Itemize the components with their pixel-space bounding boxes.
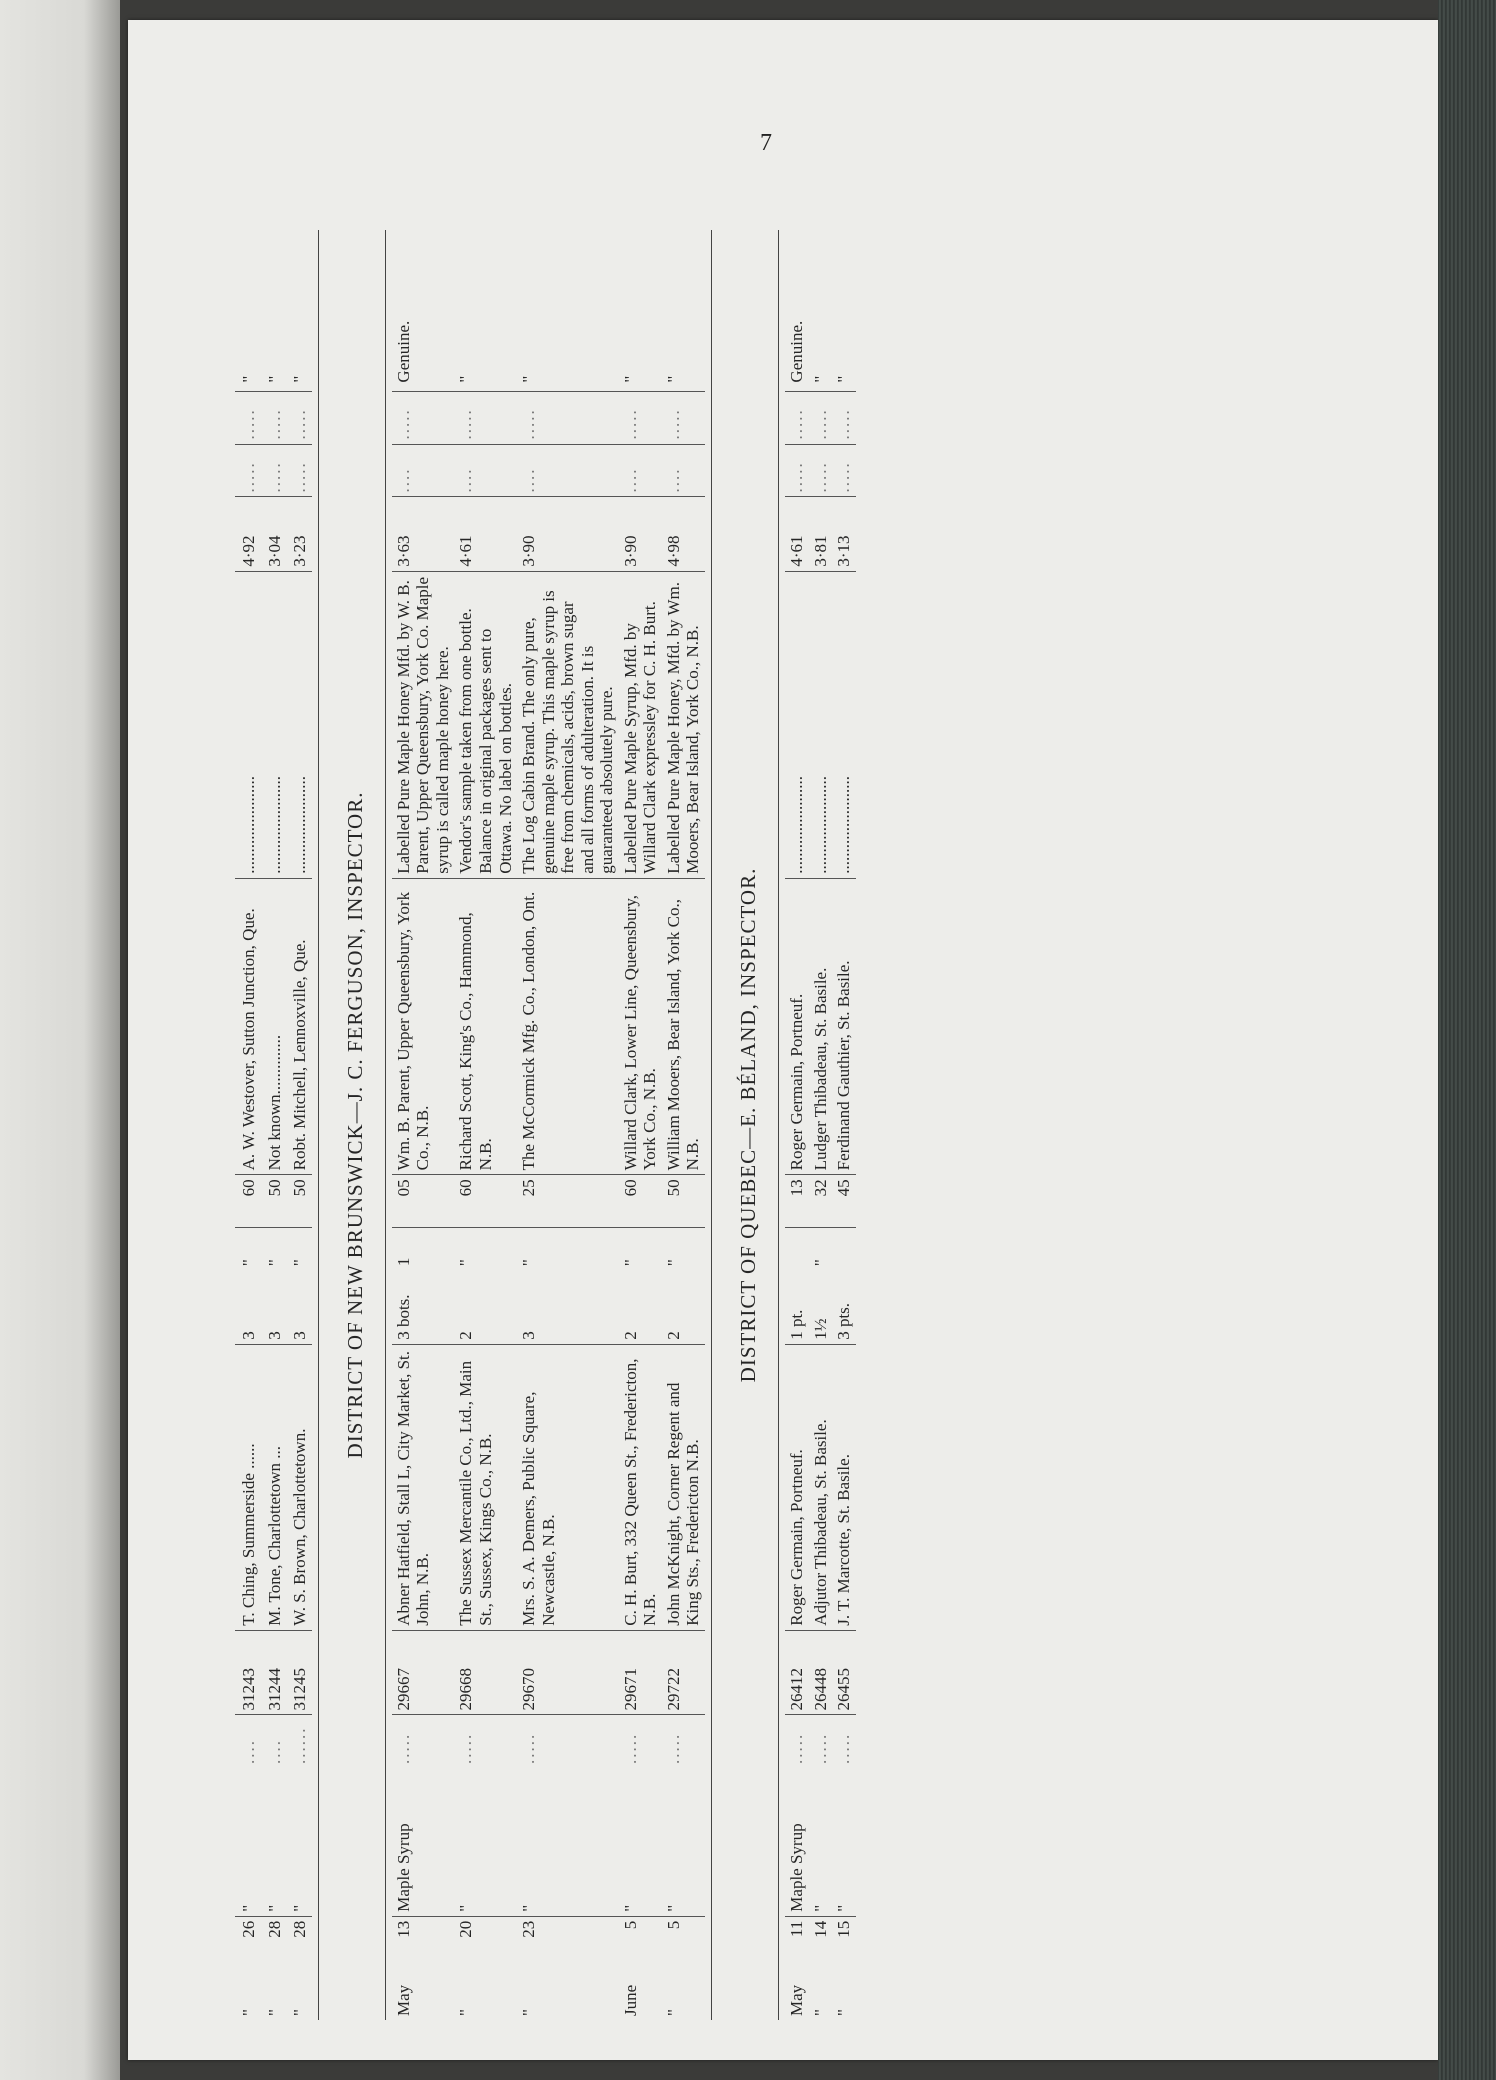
page-number: 7 bbox=[760, 130, 772, 156]
table-row bbox=[235, 230, 261, 2020]
cell-result: " bbox=[810, 375, 830, 383]
cell-vendor: T. Ching, Summerside ...... bbox=[235, 1344, 261, 1630]
cell-vendor: Mrs. S. A. Demers, Public Square, Newcastle, N.B. bbox=[517, 1344, 619, 1630]
cell-sample-number: 29722 bbox=[662, 1630, 705, 1715]
cell-solids: 4·61 bbox=[785, 497, 809, 571]
cell-vendor: John McKnight, Corner Regent and King Sts., Fredericton N.B. bbox=[662, 1344, 705, 1630]
cell-price: 32 bbox=[809, 1175, 833, 1228]
cell-solids: 3·04 bbox=[261, 497, 287, 571]
cell-manufacturer: Richard Scott, King's Co., Hammond, N.B. bbox=[454, 878, 517, 1175]
cell-col3: ..... bbox=[619, 391, 662, 444]
cell-month: " bbox=[810, 2009, 830, 2016]
cell-col2: ..... bbox=[809, 444, 833, 497]
top-table-body bbox=[235, 230, 312, 2020]
cell-day: 11 bbox=[785, 1916, 809, 1958]
cell-unit bbox=[832, 1228, 856, 1270]
cell-solids: 4·98 bbox=[662, 497, 705, 571]
cell-vendor: C. H. Burt, 332 Queen St., Fredericton, N.B. bbox=[619, 1344, 662, 1630]
cell-label-remarks: ....................... bbox=[832, 571, 856, 878]
cell-month: " bbox=[663, 2009, 683, 2016]
cell-article: " bbox=[620, 1904, 640, 1912]
cell-article: " bbox=[663, 1904, 683, 1912]
cell-quantity: 2 bbox=[663, 1331, 683, 1340]
book-page-edges bbox=[1438, 0, 1496, 2080]
cell-vendor: Adjutor Thibadeau, St. Basile. bbox=[809, 1344, 833, 1630]
cell-month: May bbox=[393, 1984, 413, 2016]
cell-day: 20 bbox=[454, 1916, 517, 1958]
cell-unit: " bbox=[286, 1228, 312, 1270]
cell-article: Maple Syrup bbox=[393, 1823, 413, 1912]
cell-unit: " bbox=[809, 1228, 833, 1270]
section-divider bbox=[318, 230, 319, 2020]
cell-article: " bbox=[264, 1904, 284, 1912]
cell-col3: ..... bbox=[261, 391, 287, 444]
cell-price: 05 bbox=[392, 1175, 455, 1228]
cell-label-remarks: ....................... bbox=[286, 571, 312, 878]
top-table bbox=[235, 230, 312, 2020]
cell-price: 50 bbox=[662, 1175, 705, 1228]
cell-manufacturer: A. W. Westover, Sutton Junction, Que. bbox=[235, 878, 261, 1175]
cell-leader-dots: ...... bbox=[286, 1715, 312, 1768]
cell-solids: 3·81 bbox=[809, 497, 833, 571]
cell-leader-dots: ..... bbox=[392, 1715, 455, 1768]
nb-district-title: DISTRICT OF NEW BRUNSWICK—J. C. FERGUSON, INSPECTOR. bbox=[342, 791, 367, 1459]
cell-col3: ..... bbox=[286, 391, 312, 444]
cell-leader-dots: ..... bbox=[662, 1715, 705, 1768]
table-row bbox=[619, 230, 662, 2020]
cell-price: 50 bbox=[261, 1175, 287, 1228]
cell-article: " bbox=[290, 1904, 310, 1912]
cell-result: " bbox=[519, 375, 539, 383]
cell-day: 23 bbox=[517, 1916, 619, 1958]
table-row bbox=[261, 230, 287, 2020]
cell-col2: ..... bbox=[785, 444, 809, 497]
cell-vendor: W. S. Brown, Charlottetown. bbox=[286, 1344, 312, 1630]
cell-label-remarks: ....................... bbox=[261, 571, 287, 878]
table-row bbox=[286, 230, 312, 2020]
cell-leader-dots: ..... bbox=[832, 1715, 856, 1768]
cell-day: 5 bbox=[619, 1916, 662, 1958]
cell-col3: ..... bbox=[454, 391, 517, 444]
cell-price: 60 bbox=[619, 1175, 662, 1228]
cell-sample-number: 29670 bbox=[517, 1630, 619, 1715]
cell-result: " bbox=[834, 375, 854, 383]
cell-label-remarks: ....................... bbox=[235, 571, 261, 878]
cell-vendor: The Sussex Mercantile Co., Ltd., Main St., Sussex, Kings Co., N.B. bbox=[454, 1344, 517, 1630]
cell-solids: 3·90 bbox=[517, 497, 619, 571]
cell-unit bbox=[785, 1228, 809, 1270]
cell-col2: ..... bbox=[286, 444, 312, 497]
cell-label-remarks: The Log Cabin Brand. The only pure, genuine maple syrup. This maple syrup is free from chemicals, acids, brown sugar and all forms of adulteration. It is guaranteed absolutely pure. bbox=[517, 571, 619, 878]
cell-day: 13 bbox=[392, 1916, 455, 1958]
cell-price: 13 bbox=[785, 1175, 809, 1228]
cell-sample-number: 31245 bbox=[286, 1630, 312, 1715]
cell-manufacturer: Not known.............. bbox=[261, 878, 287, 1175]
cell-col2: ..... bbox=[235, 444, 261, 497]
cell-label-remarks: Labelled Pure Maple Honey Mfd. by W. B. Parent, Upper Queensbury, York Co. Maple syrup is called maple honey here. bbox=[392, 571, 455, 878]
cell-manufacturer: The McCormick Mfg. Co., London, Ont. bbox=[517, 878, 619, 1175]
cell-col3: ..... bbox=[235, 391, 261, 444]
cell-sample-number: 31243 bbox=[235, 1630, 261, 1715]
cell-quantity: 3 bbox=[290, 1331, 310, 1340]
cell-price: 45 bbox=[832, 1175, 856, 1228]
cell-result: " bbox=[239, 375, 258, 383]
cell-manufacturer: Wm. B. Parent, Upper Queensbury, York Co., N.B. bbox=[392, 878, 455, 1175]
cell-leader-dots: ..... bbox=[619, 1715, 662, 1768]
cell-article: " bbox=[239, 1904, 258, 1912]
section-divider bbox=[711, 230, 712, 2020]
cell-vendor: Abner Hatfield, Stall L, City Market, St. John, N.B. bbox=[392, 1344, 455, 1630]
cell-unit: " bbox=[454, 1228, 517, 1270]
cell-col3: ..... bbox=[392, 391, 455, 444]
cell-result: " bbox=[290, 375, 310, 383]
nb-table bbox=[392, 230, 705, 2020]
cell-quantity: 3 bbox=[519, 1331, 539, 1340]
cell-article: " bbox=[810, 1904, 830, 1912]
cell-day: 26 bbox=[235, 1916, 261, 1958]
cell-label-remarks: Labelled Pure Maple Honey, Mfd. by Wm. Mooers, Bear Island, York Co., N.B. bbox=[662, 571, 705, 878]
table-row bbox=[392, 230, 455, 2020]
cell-manufacturer: Ludger Thibadeau, St. Basile. bbox=[809, 878, 833, 1175]
cell-leader-dots: ..... bbox=[809, 1715, 833, 1768]
table-row bbox=[454, 230, 517, 2020]
table-row bbox=[832, 230, 856, 2020]
cell-manufacturer: Robt. Mitchell, Lennoxville, Que. bbox=[286, 878, 312, 1175]
cell-month: " bbox=[519, 2009, 539, 2016]
qc-table-body bbox=[785, 230, 856, 2020]
cell-month: " bbox=[264, 2009, 284, 2016]
rotated-table-region bbox=[235, 230, 1195, 2020]
cell-col2: .... bbox=[454, 444, 517, 497]
cell-quantity: 2 bbox=[620, 1331, 640, 1340]
cell-day: 5 bbox=[662, 1916, 705, 1958]
cell-sample-number: 26455 bbox=[832, 1630, 856, 1715]
cell-leader-dots: ..... bbox=[517, 1715, 619, 1768]
cell-leader-dots: ..... bbox=[454, 1715, 517, 1768]
cell-col3: ..... bbox=[517, 391, 619, 444]
cell-col2: ..... bbox=[261, 444, 287, 497]
cell-day: 14 bbox=[809, 1916, 833, 1958]
cell-day: 15 bbox=[832, 1916, 856, 1958]
section-divider bbox=[385, 230, 386, 2020]
cell-article: " bbox=[456, 1904, 476, 1912]
cell-article: " bbox=[834, 1904, 854, 1912]
cell-month: " bbox=[290, 2009, 310, 2016]
cell-unit: " bbox=[261, 1228, 287, 1270]
cell-label-remarks: Labelled Pure Maple Syrup, Mfd. by Willard Clark expressley for C. H. Burt. bbox=[619, 571, 662, 878]
cell-price: 50 bbox=[286, 1175, 312, 1228]
cell-month: May bbox=[787, 1984, 807, 2016]
cell-month: June bbox=[620, 1984, 640, 2016]
section-divider bbox=[778, 230, 779, 2020]
previous-page-edge bbox=[0, 0, 120, 2080]
cell-day: 28 bbox=[261, 1916, 287, 1958]
cell-result: Genuine. bbox=[787, 320, 807, 383]
cell-quantity: 3 pts. bbox=[834, 1302, 854, 1340]
cell-col2: .... bbox=[517, 444, 619, 497]
cell-article: Maple Syrup bbox=[787, 1823, 807, 1912]
table-row bbox=[662, 230, 705, 2020]
cell-result: " bbox=[663, 375, 683, 383]
cell-col3: ..... bbox=[662, 391, 705, 444]
cell-quantity: 3 bots. bbox=[393, 1294, 413, 1340]
cell-col3: ..... bbox=[832, 391, 856, 444]
cell-col2: .... bbox=[619, 444, 662, 497]
cell-vendor: Roger Germain, Portneuf. bbox=[785, 1344, 809, 1630]
cell-col3: ..... bbox=[785, 391, 809, 444]
cell-col3: ..... bbox=[809, 391, 833, 444]
cell-sample-number: 26412 bbox=[785, 1630, 809, 1715]
cell-quantity: 3 bbox=[239, 1331, 258, 1340]
cell-leader-dots: ..... bbox=[785, 1715, 809, 1768]
cell-solids: 3·63 bbox=[392, 497, 455, 571]
cell-manufacturer: Willard Clark, Lower Line, Queensbury, York Co., N.B. bbox=[619, 878, 662, 1175]
cell-manufacturer: Roger Germain, Portneuf. bbox=[785, 878, 809, 1175]
cell-unit: " bbox=[662, 1228, 705, 1270]
cell-sample-number: 31244 bbox=[261, 1630, 287, 1715]
cell-solids: 3·13 bbox=[832, 497, 856, 571]
cell-unit: " bbox=[235, 1228, 261, 1270]
cell-article: " bbox=[519, 1904, 539, 1912]
cell-label-remarks: ....................... bbox=[809, 571, 833, 878]
cell-label-remarks: Vendor's sample taken from one bottle. Balance in original packages sent to Ottawa. No label on bottles. bbox=[454, 571, 517, 878]
cell-col2: ..... bbox=[832, 444, 856, 497]
cell-result: " bbox=[264, 375, 284, 383]
cell-quantity: 1 pt. bbox=[787, 1309, 807, 1340]
cell-unit: 1 bbox=[392, 1228, 455, 1270]
table-row bbox=[785, 230, 809, 2020]
cell-leader-dots: .... bbox=[235, 1715, 261, 1768]
cell-solids: 3·90 bbox=[619, 497, 662, 571]
cell-month: " bbox=[834, 2009, 854, 2016]
cell-result: " bbox=[456, 375, 476, 383]
cell-solids: 3·23 bbox=[286, 497, 312, 571]
cell-solids: 4·61 bbox=[454, 497, 517, 571]
cell-vendor: J. T. Marcotte, St. Basile. bbox=[832, 1344, 856, 1630]
cell-sample-number: 29671 bbox=[619, 1630, 662, 1715]
cell-sample-number: 29668 bbox=[454, 1630, 517, 1715]
cell-label-remarks: ....................... bbox=[785, 571, 809, 878]
cell-month: " bbox=[456, 2009, 476, 2016]
cell-result: Genuine. bbox=[393, 320, 413, 383]
cell-col2: .... bbox=[662, 444, 705, 497]
cell-price: 60 bbox=[454, 1175, 517, 1228]
cell-price: 60 bbox=[235, 1175, 261, 1228]
cell-manufacturer: William Mooers, Bear Island, York Co., N.B. bbox=[662, 878, 705, 1175]
cell-quantity: 3 bbox=[264, 1331, 284, 1340]
cell-sample-number: 26448 bbox=[809, 1630, 833, 1715]
cell-vendor: M. Tone, Charlottetown ... bbox=[261, 1344, 287, 1630]
qc-district-title: DISTRICT OF QUEBEC—E. BÉLAND, INSPECTOR. bbox=[735, 867, 760, 1383]
cell-col2: .... bbox=[392, 444, 455, 497]
cell-unit: " bbox=[619, 1228, 662, 1270]
cell-day: 28 bbox=[286, 1916, 312, 1958]
cell-manufacturer: Ferdinand Gauthier, St. Basile. bbox=[832, 878, 856, 1175]
cell-sample-number: 29667 bbox=[392, 1630, 455, 1715]
cell-result: " bbox=[620, 375, 640, 383]
cell-quantity: 2 bbox=[456, 1331, 476, 1340]
cell-month: " bbox=[239, 2009, 258, 2016]
table-row bbox=[809, 230, 833, 2020]
cell-leader-dots: .... bbox=[261, 1715, 287, 1768]
table-row bbox=[517, 230, 619, 2020]
qc-table bbox=[785, 230, 856, 2020]
cell-solids: 4·92 bbox=[235, 497, 261, 571]
cell-unit: " bbox=[517, 1228, 619, 1270]
cell-quantity: 1½ bbox=[810, 1318, 830, 1340]
cell-price: 25 bbox=[517, 1175, 619, 1228]
nb-table-body bbox=[392, 230, 705, 2020]
